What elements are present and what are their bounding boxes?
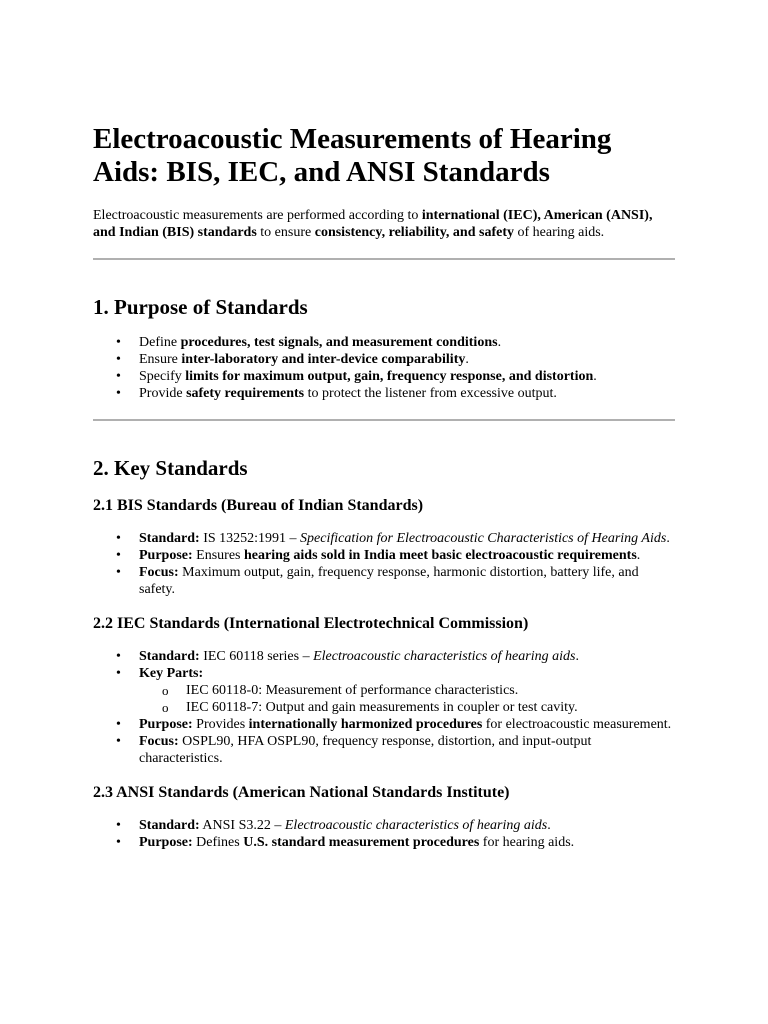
list-item	[93, 716, 675, 733]
list-item	[93, 334, 675, 351]
sub-list-item	[139, 699, 675, 716]
sub-item-text: IEC 60118-0: Measurement of performance characteristics.	[186, 683, 519, 698]
bullet-icon: •	[116, 386, 121, 401]
item-text: Defines	[192, 835, 244, 850]
section-divider	[93, 419, 675, 421]
list-item	[93, 351, 675, 368]
item-text: Define	[139, 335, 181, 350]
item-text: .	[497, 335, 502, 350]
list-item	[93, 733, 675, 767]
list-item	[93, 834, 675, 851]
sub-bullet-icon: o	[162, 683, 169, 698]
item-label: Purpose:	[139, 548, 193, 563]
bullet-icon: •	[116, 649, 121, 664]
page-title: Electroacoustic Measurements of Hearing Aids: BIS, IEC, and ANSI Standards	[93, 123, 612, 188]
intro-text-3: of hearing aids.	[513, 225, 605, 240]
intro-bold-1: international (IEC), American (ANSI), and Indian (BIS) standards	[93, 208, 653, 240]
intro-bold-2: consistency, reliability, and safety	[314, 225, 514, 240]
section-heading-purpose: 1. Purpose of Standards	[93, 295, 308, 319]
intro-text-2: to ensure	[256, 225, 315, 240]
item-italic: Electroacoustic characteristics of hearing aids	[313, 649, 576, 664]
item-text: OSPL90, HFA OSPL90, frequency response, distortion, and input-output characteristics.	[139, 734, 592, 766]
bullet-icon: •	[116, 531, 121, 546]
item-label: Standard:	[139, 531, 200, 546]
list-item	[93, 648, 675, 665]
item-text: ANSI S3.22 –	[199, 818, 285, 833]
intro-paragraph	[93, 207, 673, 241]
list-item	[93, 368, 675, 385]
list-item	[93, 564, 675, 598]
item-text: Maximum output, gain, frequency response, harmonic distortion, battery life, and safety.	[139, 565, 639, 597]
bullet-icon: •	[116, 717, 121, 732]
subsection-heading-ansi: 2.3 ANSI Standards (American National Standards Institute)	[93, 784, 510, 801]
bullet-icon: •	[116, 335, 121, 350]
item-text: to protect the listener from excessive output.	[304, 386, 557, 401]
item-italic: Electroacoustic characteristics of hearing aids	[284, 818, 548, 833]
item-label: Focus:	[139, 565, 179, 580]
ansi-list	[93, 817, 675, 851]
item-text: for electroacoustic measurement.	[482, 717, 672, 732]
item-label: Purpose:	[139, 835, 193, 850]
item-bold: safety requirements	[186, 386, 305, 401]
sub-item-text: IEC 60118-7: Output and gain measurements in coupler or test cavity.	[186, 700, 578, 715]
item-text: .	[575, 649, 579, 664]
bullet-icon: •	[116, 369, 121, 384]
bullet-icon: •	[116, 548, 121, 563]
subsection-heading-bis: 2.1 BIS Standards (Bureau of Indian Standards)	[93, 497, 424, 514]
item-text: .	[593, 369, 597, 384]
item-label: Key Parts:	[139, 666, 204, 681]
item-text: Provides	[192, 717, 249, 732]
section-heading-key-standards: 2. Key Standards	[93, 456, 248, 480]
list-item	[93, 817, 675, 834]
item-bold: U.S. standard measurement procedures	[243, 835, 480, 850]
item-text: .	[547, 818, 551, 833]
iec-parts-list	[139, 682, 675, 716]
item-label: Standard:	[139, 818, 200, 833]
item-label: Focus:	[139, 734, 179, 749]
item-text: Ensures	[192, 548, 244, 563]
item-text: IS 13252:1991 –	[199, 531, 301, 546]
item-label: Standard:	[139, 649, 200, 664]
item-text: IEC 60118 series –	[199, 649, 314, 664]
item-bold: limits for maximum output, gain, frequency response, and distortion	[185, 369, 594, 384]
bullet-icon: •	[116, 818, 121, 833]
item-bold: internationally harmonized procedures	[248, 717, 483, 732]
item-label: Purpose:	[139, 717, 193, 732]
item-text: Provide	[139, 386, 187, 401]
item-text: .	[636, 548, 641, 563]
item-text: Specify	[139, 369, 186, 384]
item-text: .	[465, 352, 469, 367]
item-bold: hearing aids sold in India meet basic electroacoustic requirements	[244, 548, 637, 563]
item-italic: Specification for Electroacoustic Characteristics of Hearing Aids	[300, 531, 667, 546]
item-text: for hearing aids.	[479, 835, 575, 850]
list-item	[93, 547, 675, 564]
sub-list-item	[139, 682, 675, 699]
section-divider	[93, 258, 675, 260]
bullet-icon: •	[116, 666, 121, 681]
list-item	[93, 665, 675, 716]
purpose-list	[93, 334, 675, 402]
item-bold: procedures, test signals, and measurement conditions	[180, 335, 498, 350]
iec-list	[93, 648, 675, 767]
bullet-icon: •	[116, 734, 121, 749]
bullet-icon: •	[116, 835, 121, 850]
bis-list	[93, 530, 675, 598]
subsection-heading-iec: 2.2 IEC Standards (International Electrotechnical Commission)	[93, 615, 529, 632]
sub-bullet-icon: o	[162, 700, 169, 715]
intro-text-1: Electroacoustic measurements are performed according to	[93, 208, 422, 223]
item-text: Ensure	[139, 352, 182, 367]
list-item	[93, 385, 675, 402]
bullet-icon: •	[116, 565, 121, 580]
item-text: .	[666, 531, 670, 546]
list-item	[93, 530, 675, 547]
item-bold: inter-laboratory and inter-device comparability	[181, 352, 466, 367]
bullet-icon: •	[116, 352, 121, 367]
